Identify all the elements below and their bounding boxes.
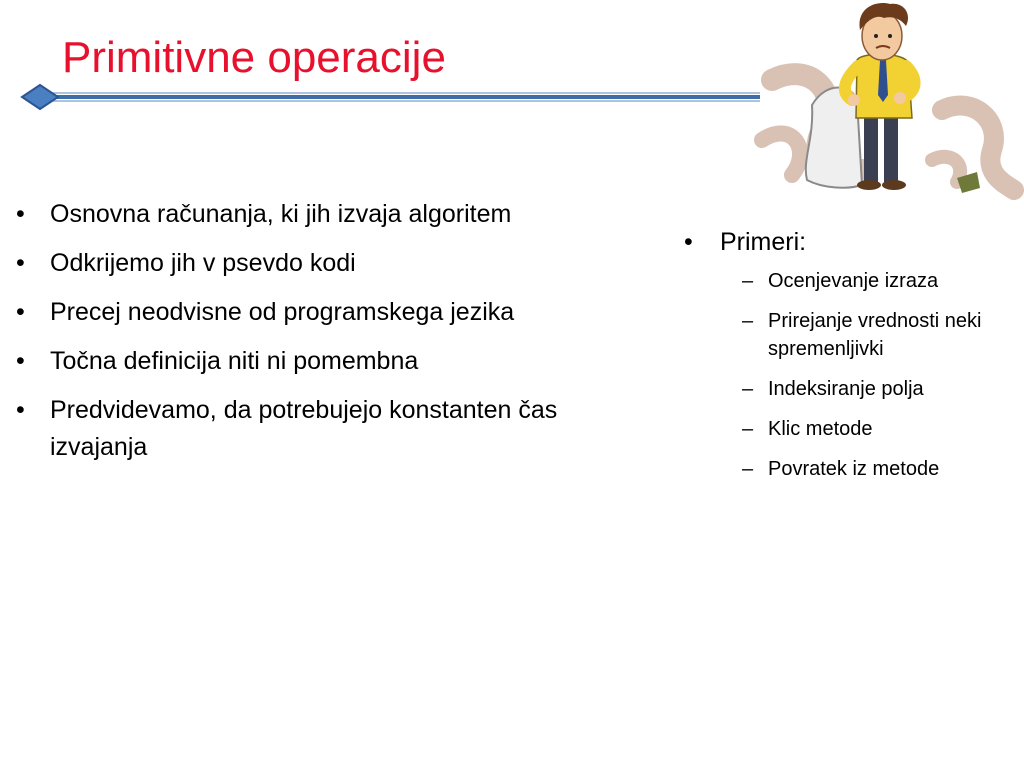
examples-heading: Primeri: (720, 228, 807, 256)
list-item: • Predvidevamo, da potrebujejo konstanten čas izvajanja (12, 392, 572, 466)
list-item: • Odkrijemo jih v psevdo kodi (12, 245, 572, 282)
bullet-icon: • (16, 347, 25, 375)
list-item: • Precej neodvisne od programskega jezika (12, 294, 572, 331)
sub-list-item: – Ocenjevanje izraza (720, 267, 1010, 295)
dash-icon: – (742, 458, 754, 480)
bullet-icon: • (684, 228, 693, 256)
examples-list (680, 224, 1010, 495)
dash-icon: – (742, 378, 754, 400)
diamond-icon (22, 85, 58, 109)
dash-icon: – (742, 310, 754, 332)
title-divider (18, 82, 760, 112)
main-bullet-list (12, 196, 572, 478)
slide-title: Primitivne operacije (62, 33, 446, 82)
list-item: • Osnovna računanja, ki jih izvaja algoritem (12, 196, 572, 233)
bullet-icon: • (16, 249, 25, 277)
dash-icon: – (742, 270, 754, 292)
bullet-icon: • (16, 396, 25, 424)
sub-list-item: – Povratek iz metode (720, 455, 1010, 483)
dash-icon: – (742, 418, 754, 440)
list-item: • Točna definicija niti ni pomembna (12, 343, 572, 380)
sub-list-item: – Indeksiranje polja (720, 375, 1010, 403)
bullet-icon: • (16, 200, 25, 228)
confused-man-illustration (752, 0, 1024, 205)
sub-list-item: – Prirejanje vrednosti neki spremenljivki (720, 307, 1010, 363)
bullet-icon: • (16, 298, 25, 326)
examples-sub-list (720, 267, 1010, 483)
sub-list-item: – Klic metode (720, 415, 1010, 443)
examples-heading-item (680, 224, 1010, 483)
